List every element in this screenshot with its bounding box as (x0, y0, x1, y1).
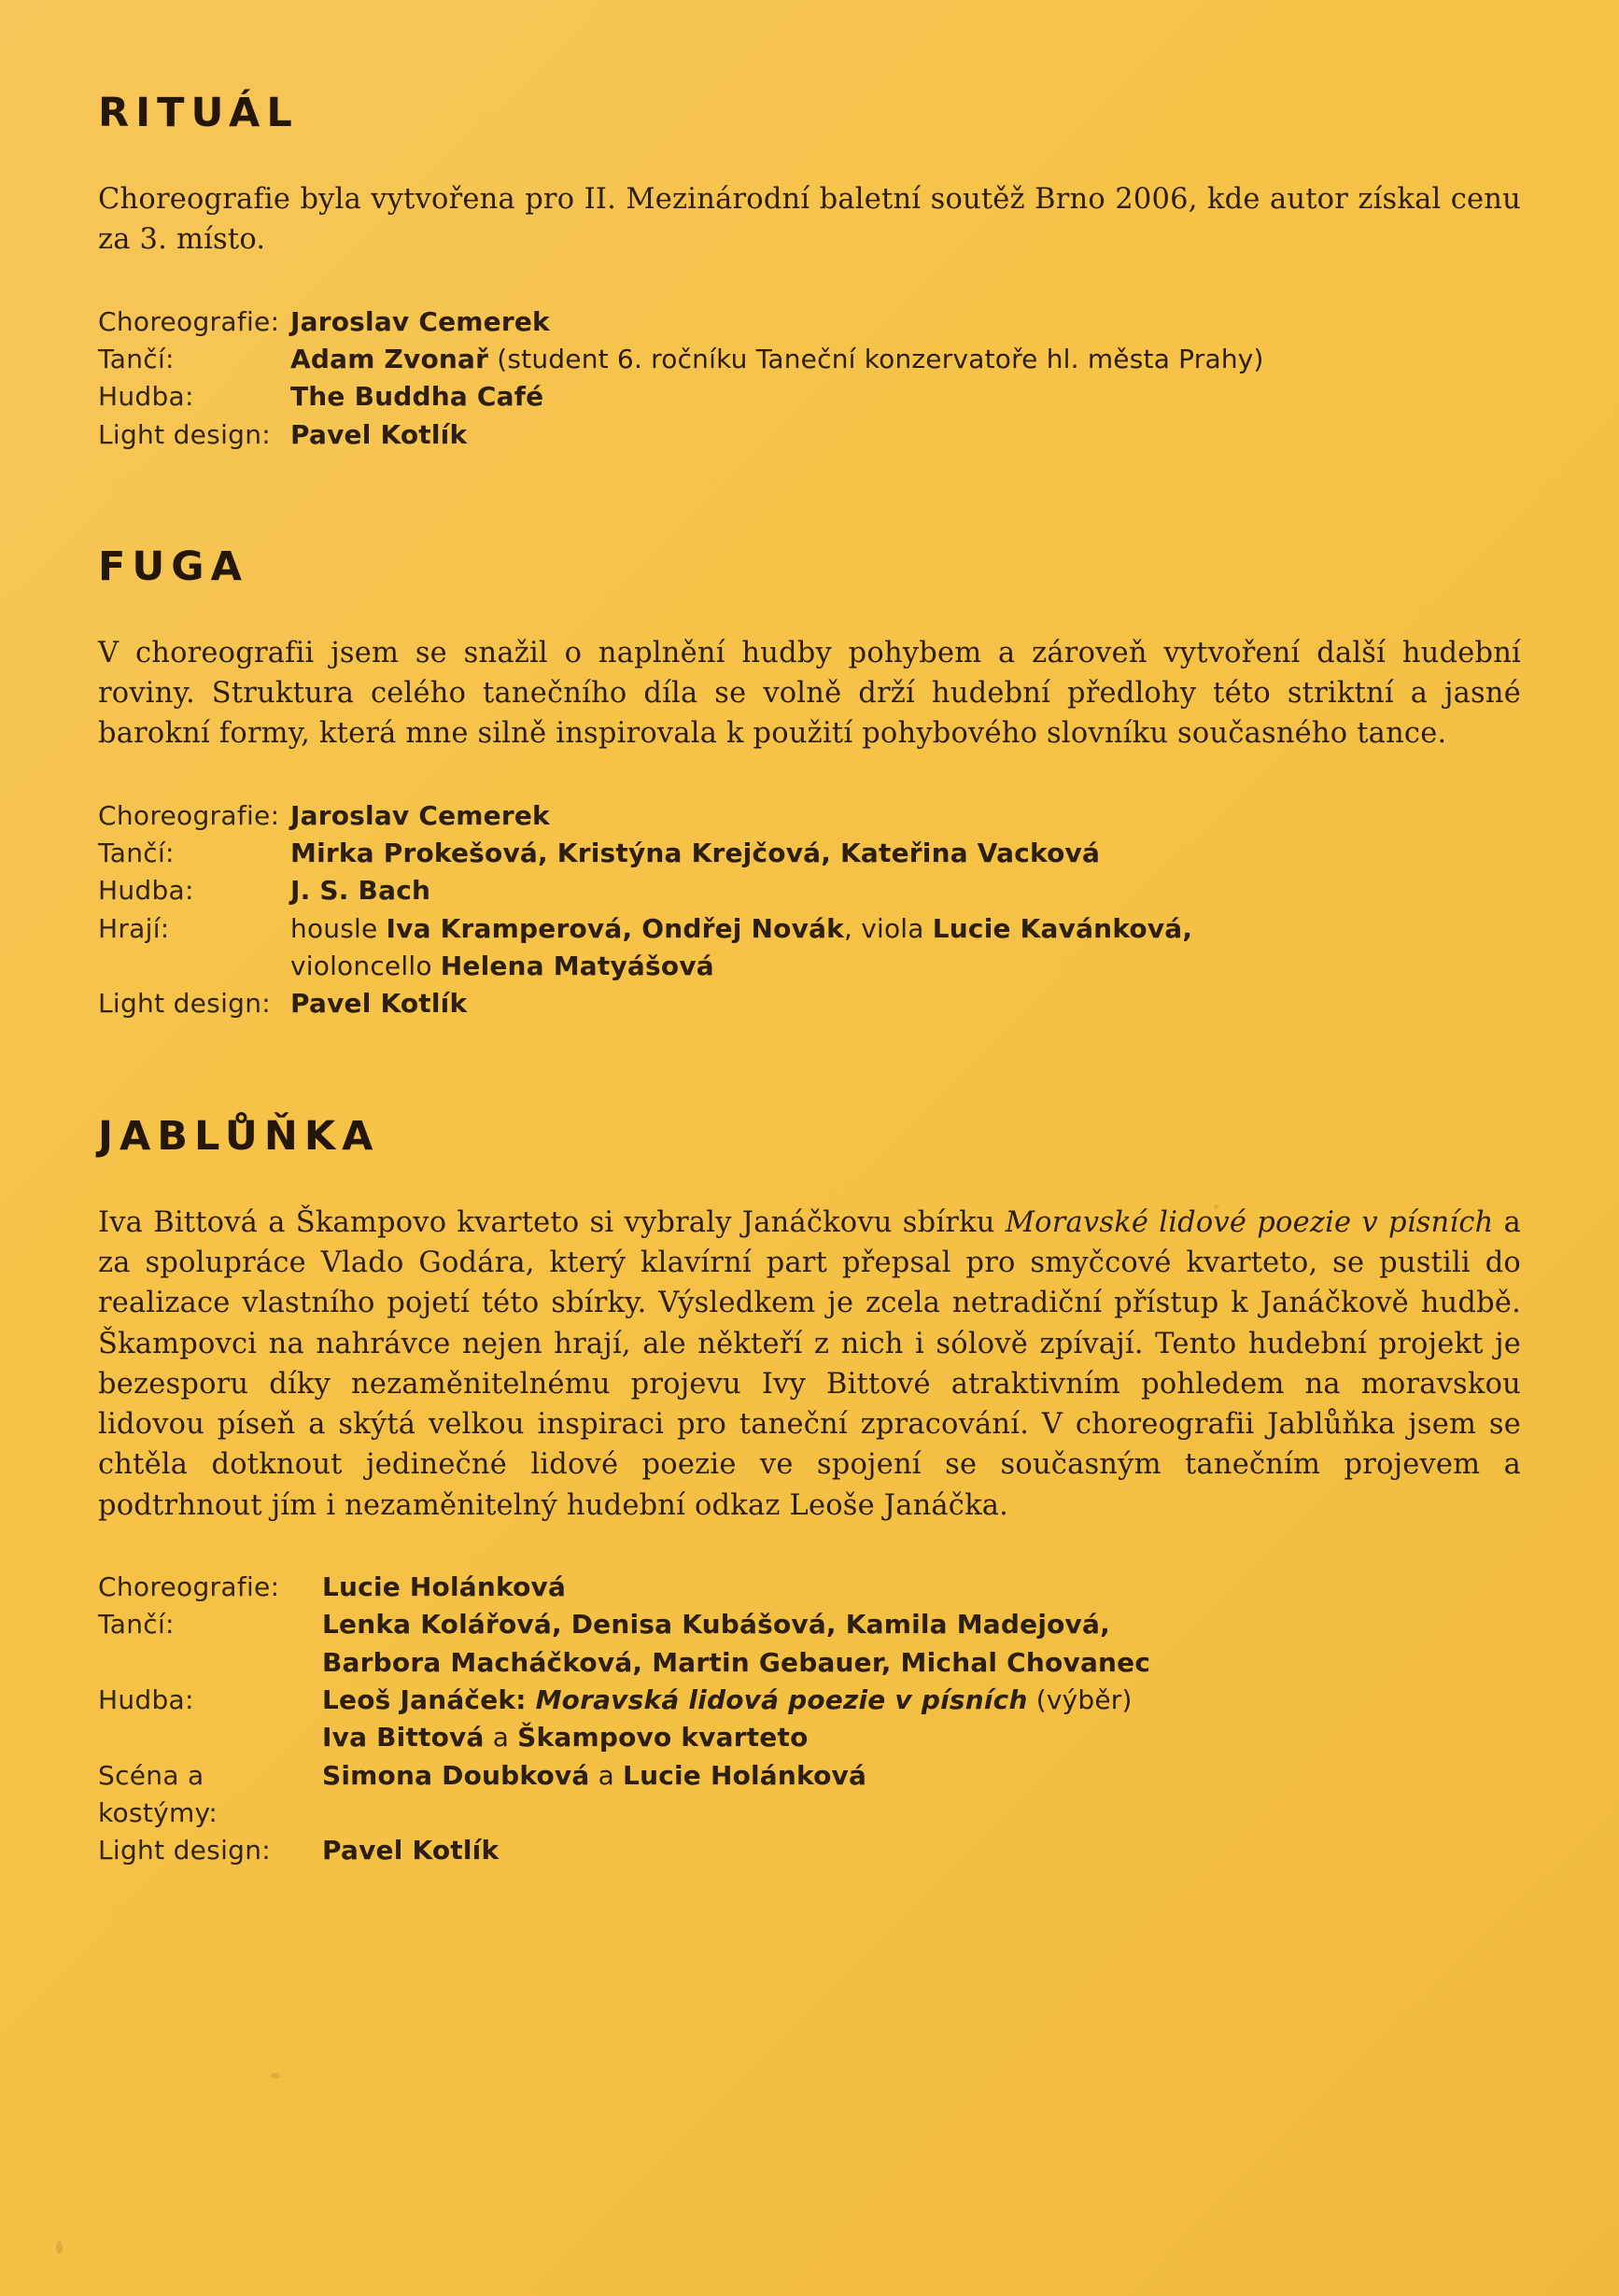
credit-value: Pavel Kotlík (290, 418, 468, 450)
credit-label: Choreografie: (98, 1571, 280, 1602)
credit-row (98, 1606, 1521, 1643)
credit-row (98, 1719, 1521, 1756)
paragraph-part-title: Moravské lidové poezie v písních (1005, 1205, 1494, 1239)
credit-row (98, 303, 1521, 341)
credit-label: Tančí: (98, 1609, 175, 1641)
section-fuga (98, 543, 1521, 1023)
credit-label: Light design: (98, 418, 271, 450)
paper-speck (1214, 1204, 1218, 1209)
credit-label: Choreografie: (98, 305, 280, 337)
credit-value-bold: Iva Kramperová, Ondřej Novák (386, 912, 844, 944)
credit-value: Lucie Holánková (322, 1571, 567, 1602)
section-paragraph-jablunka (98, 1203, 1521, 1526)
credit-value (290, 341, 1264, 378)
credit-label: Hudba: (98, 381, 194, 413)
credit-value: Pavel Kotlík (322, 1835, 500, 1866)
section-ritual (98, 90, 1521, 454)
credit-row (98, 1644, 1521, 1682)
credit-row (98, 797, 1521, 835)
credit-value-bold: Adam Zvonař (290, 343, 489, 374)
credit-label: Choreografie: (98, 799, 280, 831)
credit-value-instrument: housle (290, 912, 387, 944)
credit-value-bold: Iva Bittová (322, 1722, 485, 1754)
credit-value-instrument-2: , viola (844, 912, 933, 944)
credits-fuga (98, 797, 1521, 1023)
section-title-ritual: RITUÁL (98, 90, 299, 136)
paper-speck (56, 2241, 63, 2254)
credit-row (98, 948, 1521, 985)
credit-row (98, 1757, 1521, 1833)
credit-label: Light design: (98, 988, 271, 1020)
credit-value (290, 910, 1192, 948)
credit-value: Barbora Macháčková, Martin Gebauer, Michal Chovanec (322, 1646, 1151, 1678)
credit-label: Hudba: (98, 875, 194, 907)
credit-row (98, 985, 1521, 1022)
credit-value: Jaroslav Cemerek (290, 305, 550, 337)
section-paragraph-fuga: V choreografii jsem se snažil o naplnění hudby pohybem a zároveň vytvoření další hudební roviny. Struktura celého tanečního díla se volně drží hudební předlohy této striktní a jasné barokní formy, která mne silně inspirovala k použití pohybového slovníku současného tance. (98, 636, 1521, 751)
credit-value-italic: Moravská lidová poezie v písních (535, 1683, 1028, 1715)
credit-label: Light design: (98, 1835, 271, 1866)
credits-ritual (98, 303, 1521, 454)
credit-row (98, 341, 1521, 378)
credit-value (290, 948, 714, 985)
credit-row (98, 416, 1521, 454)
credit-value-note: (student 6. ročníku Taneční konzervatoře hl. města Prahy) (488, 343, 1264, 374)
credit-value: Lenka Kolářová, Denisa Kubášová, Kamila Madejová, (322, 1609, 1110, 1641)
credit-value-bold: Simona Doubková (322, 1759, 590, 1791)
credit-row (98, 378, 1521, 416)
credit-value (322, 1682, 1133, 1719)
credit-label: Hudba: (98, 1683, 194, 1715)
credit-row (98, 1682, 1521, 1719)
credit-value (322, 1757, 866, 1795)
credit-label: Scéna a kostýmy: (98, 1759, 218, 1828)
section-paragraph-ritual: Choreografie byla vytvořena pro II. Mezinárodní baletní soutěž Brno 2006, kde autor získal cenu za 3. místo. (98, 183, 1521, 257)
credit-value: J. S. Bach (290, 875, 431, 907)
credit-label: Hrají: (98, 912, 170, 944)
credit-value: Jaroslav Cemerek (290, 799, 550, 831)
credit-label: Tančí: (98, 343, 175, 374)
credit-row (98, 835, 1521, 872)
section-jablunka (98, 1113, 1521, 1870)
credit-row (98, 1569, 1521, 1606)
credit-value: Mirka Prokešová, Kristýna Krejčová, Kateřina Vacková (290, 838, 1101, 869)
credit-value-note: (výběr) (1027, 1683, 1133, 1715)
credit-value-conjunction: a (589, 1759, 624, 1791)
credit-value: Pavel Kotlík (290, 988, 468, 1020)
credit-value-bold-2: Škampovo kvarteto (517, 1722, 809, 1754)
credit-value-conjunction: a (484, 1722, 518, 1754)
credit-value-bold-2: Lucie Kavánková, (932, 912, 1193, 944)
credit-value-bold: Leoš Janáček: (322, 1683, 536, 1715)
paper-speck (271, 2073, 280, 2078)
credits-jablunka (98, 1569, 1521, 1870)
credit-value-bold: Helena Matyášová (440, 950, 714, 981)
credit-label: Tančí: (98, 838, 175, 869)
paragraph-part-2: a za spolupráce Vlado Godára, který klavírní part přepsal pro smyčcové kvarteto, se pustili do realizace vlastního pojetí této sbírky. Výsledkem je zcela netradiční přístup k Janáčkově hudbě. Škampovci na nahrávce nejen hrají, ale někteří z nich i sólově zpívají. Tento hudební projekt je bezesporu díky nezaměnitelnému projevu Ivy Bittové atraktivním pohledem na moravskou lidovou píseň a skýtá velkou inspiraci pro taneční zpracování. V choreografii Jablůňka jsem se chtěla dotknout jedinečné lidové poezie ve spojení se současným tanečním projevem a podtrhnout jím i nezaměnitelný hudební odkaz Leoše Janáčka. (98, 1205, 1521, 1522)
credit-value-bold-2: Lucie Holánková (623, 1759, 867, 1791)
credit-row (98, 910, 1521, 948)
credit-value (322, 1719, 809, 1756)
credit-row (98, 872, 1521, 909)
credit-value-instrument: violoncello (290, 950, 441, 981)
section-title-jablunka: JABLŮŇKA (98, 1112, 380, 1160)
paragraph-part-1: Iva Bittová a Škampovo kvarteto si vybraly Janáčkovu sbírku (98, 1205, 1006, 1239)
section-title-fuga: FUGA (98, 542, 248, 590)
credit-value: The Buddha Café (290, 381, 544, 413)
credit-row (98, 1832, 1521, 1869)
